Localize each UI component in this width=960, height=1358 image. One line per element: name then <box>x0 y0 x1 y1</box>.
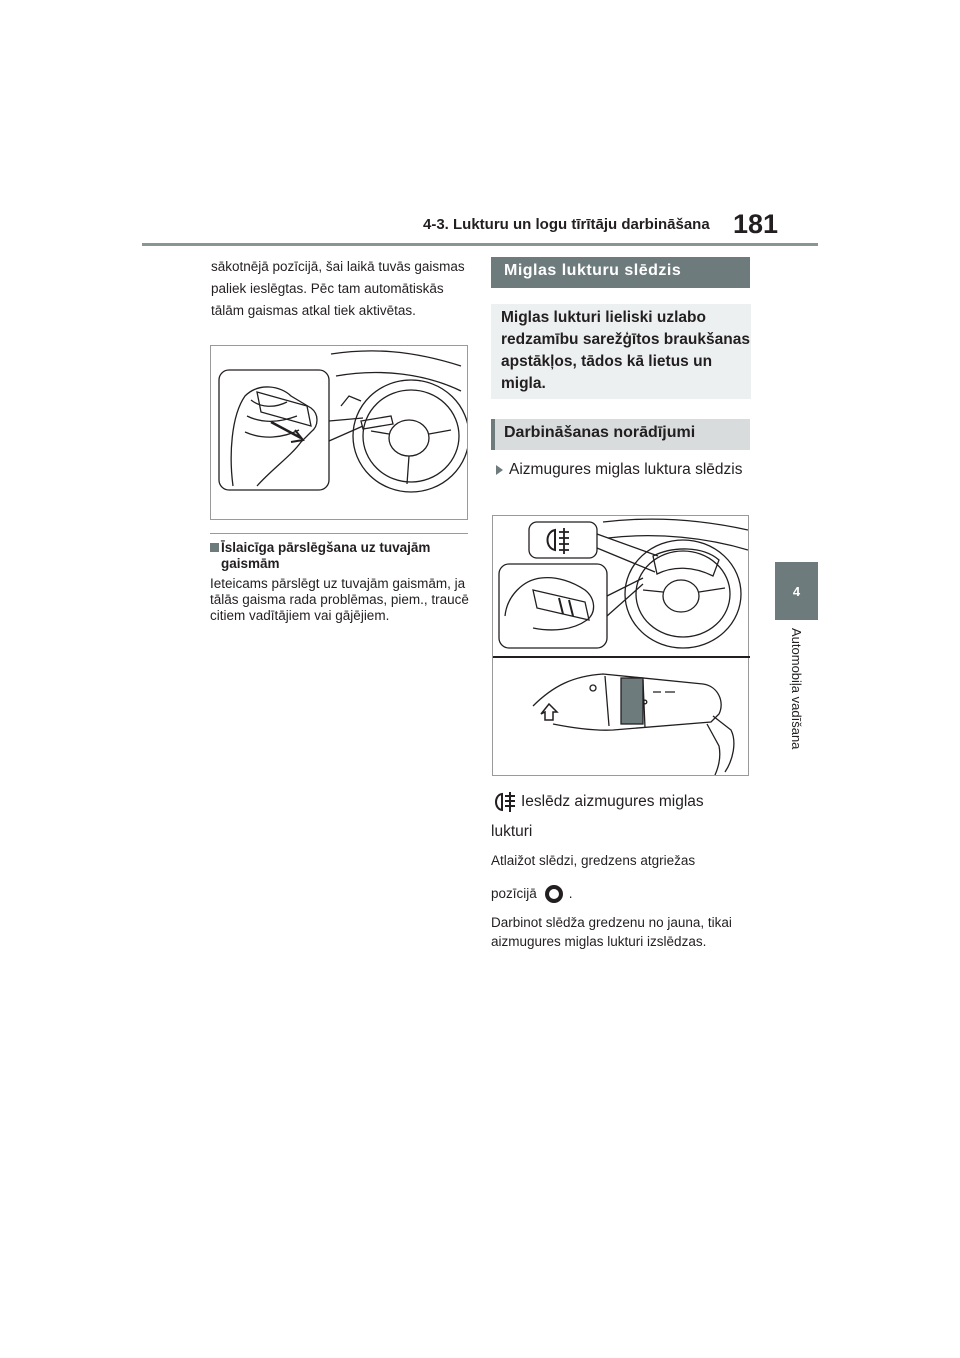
fog-on-line-2: lukturi <box>491 823 533 840</box>
section-title: 4-3. Lukturu un logu tīrītāju darbināšana <box>423 216 710 233</box>
chapter-label-wrap <box>775 628 818 788</box>
subheading-body: Ieteicams pārslēgt uz tuvajām gaismām, ja tālās gaisma rada problēmas, piem., traucē citiem vadītājiem vai gājējiem. <box>210 576 469 623</box>
page-number: 181 <box>733 209 779 239</box>
chapter-tab <box>775 562 818 620</box>
chapter-label: Automobiļa vadīšana <box>789 628 804 750</box>
position-prefix: pozīcijā <box>491 886 537 901</box>
intro-paragraph: sākotnējā pozīcijā, šai laikā tuvās gaismas paliek ieslēgtas. Pēc tam automātiskās tālām gaismas atkal tiek aktivētas. <box>211 259 465 318</box>
off-position-icon <box>545 885 563 903</box>
ring-again-paragraph: Darbinot slēdža gredzenu no jauna, tikai aizmugures miglas lukturi izslēdzas. <box>491 915 732 949</box>
triangle-bullet-icon <box>496 465 503 475</box>
section-divider <box>210 533 468 534</box>
subheading <box>210 540 470 572</box>
rear-fog-switch-illustration <box>492 515 749 776</box>
title-accent <box>491 419 495 450</box>
subheading-text: Īslaicīga pārslēgšana uz tuvajām gaismām <box>221 540 431 571</box>
bullet-item <box>496 458 756 481</box>
position-suffix: . <box>568 886 573 901</box>
fog-on-line <box>491 790 704 813</box>
headlight-lever-illustration <box>210 345 468 520</box>
rear-fog-light-icon <box>491 791 517 813</box>
header-rule <box>142 243 818 246</box>
position-line <box>491 879 573 909</box>
release-note-line: Atlaižot slēdzi, gredzens atgriežas <box>491 853 696 868</box>
bullet-text: Aizmugures miglas luktura slēdzis <box>509 461 743 478</box>
instructions-title-text: Darbināšanas norādījumi <box>504 424 696 441</box>
chapter-number: 4 <box>792 583 801 599</box>
fog-on-text: Ieslēdz aizmugures miglas <box>521 793 704 810</box>
square-bullet-icon <box>210 543 219 552</box>
fog-intro-box: Miglas lukturi lieliski uzlabo redzamību sarežģītos braukšanas apstākļos, tādos kā lietus un migla. <box>491 304 751 399</box>
illustration-divider <box>493 656 750 658</box>
instructions-title <box>491 419 750 450</box>
fog-switch-section-title: Miglas lukturu slēdzis <box>491 257 750 288</box>
